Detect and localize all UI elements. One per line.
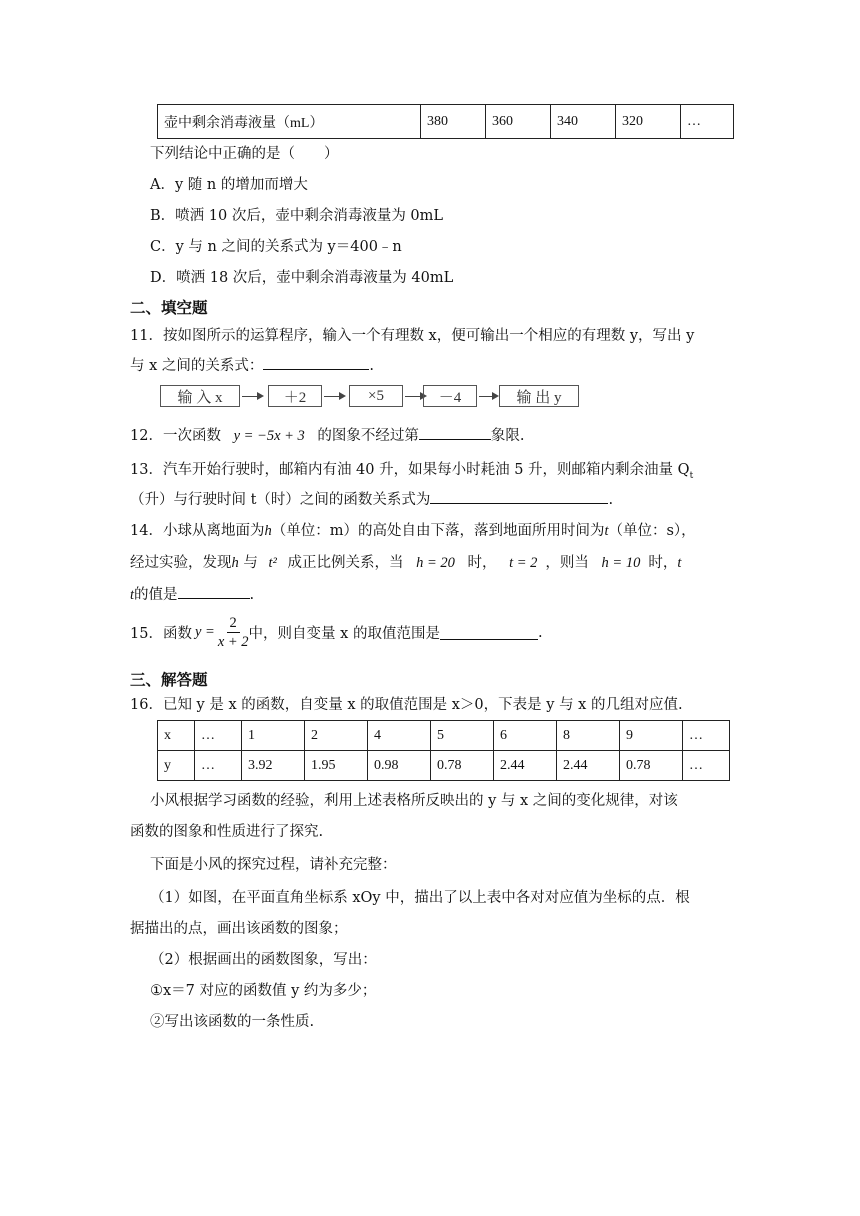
answer-blank	[430, 489, 608, 504]
q10-option-d: D．喷洒 18 次后，壶中剩余消毒液量为 40mL	[150, 270, 454, 286]
fraction-numerator: 2	[227, 614, 240, 633]
q14-line3	[130, 583, 254, 604]
q14-text: 经过实验，发现	[130, 555, 232, 571]
q10-table	[157, 104, 734, 139]
var-t-squared: t²	[268, 555, 277, 571]
table-cell: 1.95	[305, 751, 368, 781]
table-cell: 0.98	[368, 751, 431, 781]
answer-blank	[178, 584, 250, 599]
condition-h10: h = 10	[601, 555, 641, 571]
q14-text: 时，	[648, 555, 678, 571]
q16-sub1: ①x＝7 对应的函数值 y 约为多少；	[150, 983, 377, 999]
var-t: t	[677, 555, 682, 571]
q14-line1	[130, 519, 696, 540]
q13-subscript: t	[689, 470, 694, 481]
table-cell: 2.44	[494, 751, 557, 781]
q16-part1b: 据描出的点，画出该函数的图象；	[130, 921, 348, 937]
table-cell: 0.78	[431, 751, 494, 781]
table-row	[158, 751, 730, 781]
q14-text: （单位：s），	[608, 523, 696, 539]
q12-mid: 的图象不经过第	[317, 428, 419, 444]
q12	[130, 424, 525, 445]
table-cell: 1	[242, 721, 305, 751]
answer-blank	[419, 425, 491, 440]
table-cell: 5	[431, 721, 494, 751]
q12-formula: y = −5x + 3	[233, 428, 305, 444]
table-cell: 3.92	[242, 751, 305, 781]
answer-blank	[263, 355, 369, 370]
q13-text: 13．汽车开始行驶时，邮箱内有油 40 升，如果每小时耗油 5 升，则邮箱内剩余油量 Q	[130, 462, 690, 478]
section-heading: 三、解答题	[130, 671, 208, 689]
table-cell: 2.44	[557, 751, 620, 781]
q16-intro: 16．已知 y 是 x 的函数，自变量 x 的取值范围是 x＞0，下表是 y 与 x 的几组对应值.	[130, 697, 683, 713]
q16-para2: 下面是小风的探究过程，请补充完整：	[150, 857, 397, 873]
q14-line2	[130, 551, 681, 572]
flow-add-box: ＋2	[268, 385, 322, 407]
q13-end: .	[608, 492, 614, 508]
q13-text: （升）与行驶时间 t（时）之间的函数关系式为	[130, 492, 431, 508]
q15-lhs: y =	[194, 624, 215, 640]
q10-option-b: B．喷洒 10 次后，壶中剩余消毒液量为 0mL	[150, 208, 444, 224]
table-cell: 4	[368, 721, 431, 751]
table-cell: …	[195, 751, 242, 781]
table-cell: 6	[494, 721, 557, 751]
table-cell: 壶中剩余消毒液量（mL）	[158, 105, 421, 139]
section-heading: 二、填空题	[130, 299, 208, 317]
table-cell: …	[195, 721, 242, 751]
q14-text: 的值是	[134, 587, 178, 603]
arrow-right-icon	[242, 396, 262, 397]
q10-option-c: C．y 与 n 之间的关系式为 y＝400﹣n	[150, 239, 402, 255]
q16-para1: 小风根据学习函数的经验，利用上述表格所反映出的 y 与 x 之间的变化规律，对该	[150, 793, 678, 809]
q15-prefix: 15．函数	[130, 626, 192, 642]
q14-text: （单位：m）的高处自由下落，落到地面所用时间为	[271, 523, 605, 539]
q13-line2	[130, 488, 613, 509]
q15-end: .	[537, 624, 543, 641]
arrow-right-icon	[479, 396, 497, 397]
fraction-denominator: x + 2	[217, 634, 249, 650]
q13-line1	[130, 458, 693, 481]
table-cell: 2	[305, 721, 368, 751]
table-cell: 360	[486, 105, 551, 139]
q15	[130, 614, 543, 651]
var-h: h	[264, 523, 272, 539]
q11-line2	[130, 354, 374, 375]
table-row	[158, 721, 730, 751]
var-t: t	[604, 523, 609, 539]
arrow-right-icon	[324, 396, 344, 397]
table-cell: 9	[620, 721, 683, 751]
q14-text: 14．小球从离地面为	[130, 523, 265, 539]
table-cell: …	[683, 751, 730, 781]
var-h: h	[231, 555, 239, 571]
q15-mid: 中，则自变量 x 的取值范围是	[248, 626, 440, 642]
table-cell: …	[683, 721, 730, 751]
q14-text: 成正比例关系，当	[287, 555, 404, 571]
q16-part1a: （1）如图，在平面直角坐标系 xOy 中，描出了以上表中各对对应值为坐标的点．根	[150, 890, 690, 906]
q10-option-a: A．y 随 n 的增加而增大	[150, 177, 308, 193]
table-cell: 380	[421, 105, 486, 139]
var-t: t	[130, 587, 135, 603]
q16-part2: （2）根据画出的函数图象，写出：	[150, 952, 377, 968]
table-row	[158, 105, 734, 139]
period: .	[369, 358, 375, 374]
q11-text: 与 x 之间的关系式：	[130, 358, 264, 374]
fraction	[218, 614, 249, 651]
flow-input-box: 输 入 x	[160, 385, 240, 407]
arrow-right-icon	[405, 396, 425, 397]
answer-blank	[440, 625, 538, 640]
table-cell: 340	[551, 105, 616, 139]
q16-table	[157, 720, 730, 781]
flow-output-box: 输 出 y	[499, 385, 579, 407]
flow-subtract-box: －4	[423, 385, 477, 407]
q16-sub2: ②写出该函数的一条性质.	[150, 1014, 315, 1030]
table-cell: 0.78	[620, 751, 683, 781]
table-cell: 8	[557, 721, 620, 751]
q14-text: 时，	[467, 555, 497, 571]
q16-para1b: 函数的图象和性质进行了探究.	[130, 824, 324, 840]
table-cell: y	[158, 751, 195, 781]
q14-end: .	[249, 587, 255, 603]
table-cell: 320	[616, 105, 681, 139]
q12-prefix: 12．一次函数	[130, 428, 221, 444]
q14-text: ，则当	[545, 555, 589, 571]
table-cell: x	[158, 721, 195, 751]
table-cell: …	[681, 105, 734, 139]
condition-t2: t = 2	[509, 555, 538, 571]
q12-end: 象限.	[490, 428, 525, 444]
condition-h20: h = 20	[416, 555, 455, 571]
q10-prompt: 下列结论中正确的是（ ）	[150, 146, 339, 162]
q14-text: 与	[243, 555, 258, 571]
q11-line1: 11．按如图所示的运算程序，输入一个有理数 x，便可输出一个相应的有理数 y，写出 y	[130, 328, 695, 344]
flow-multiply-box: ×5	[349, 385, 403, 407]
